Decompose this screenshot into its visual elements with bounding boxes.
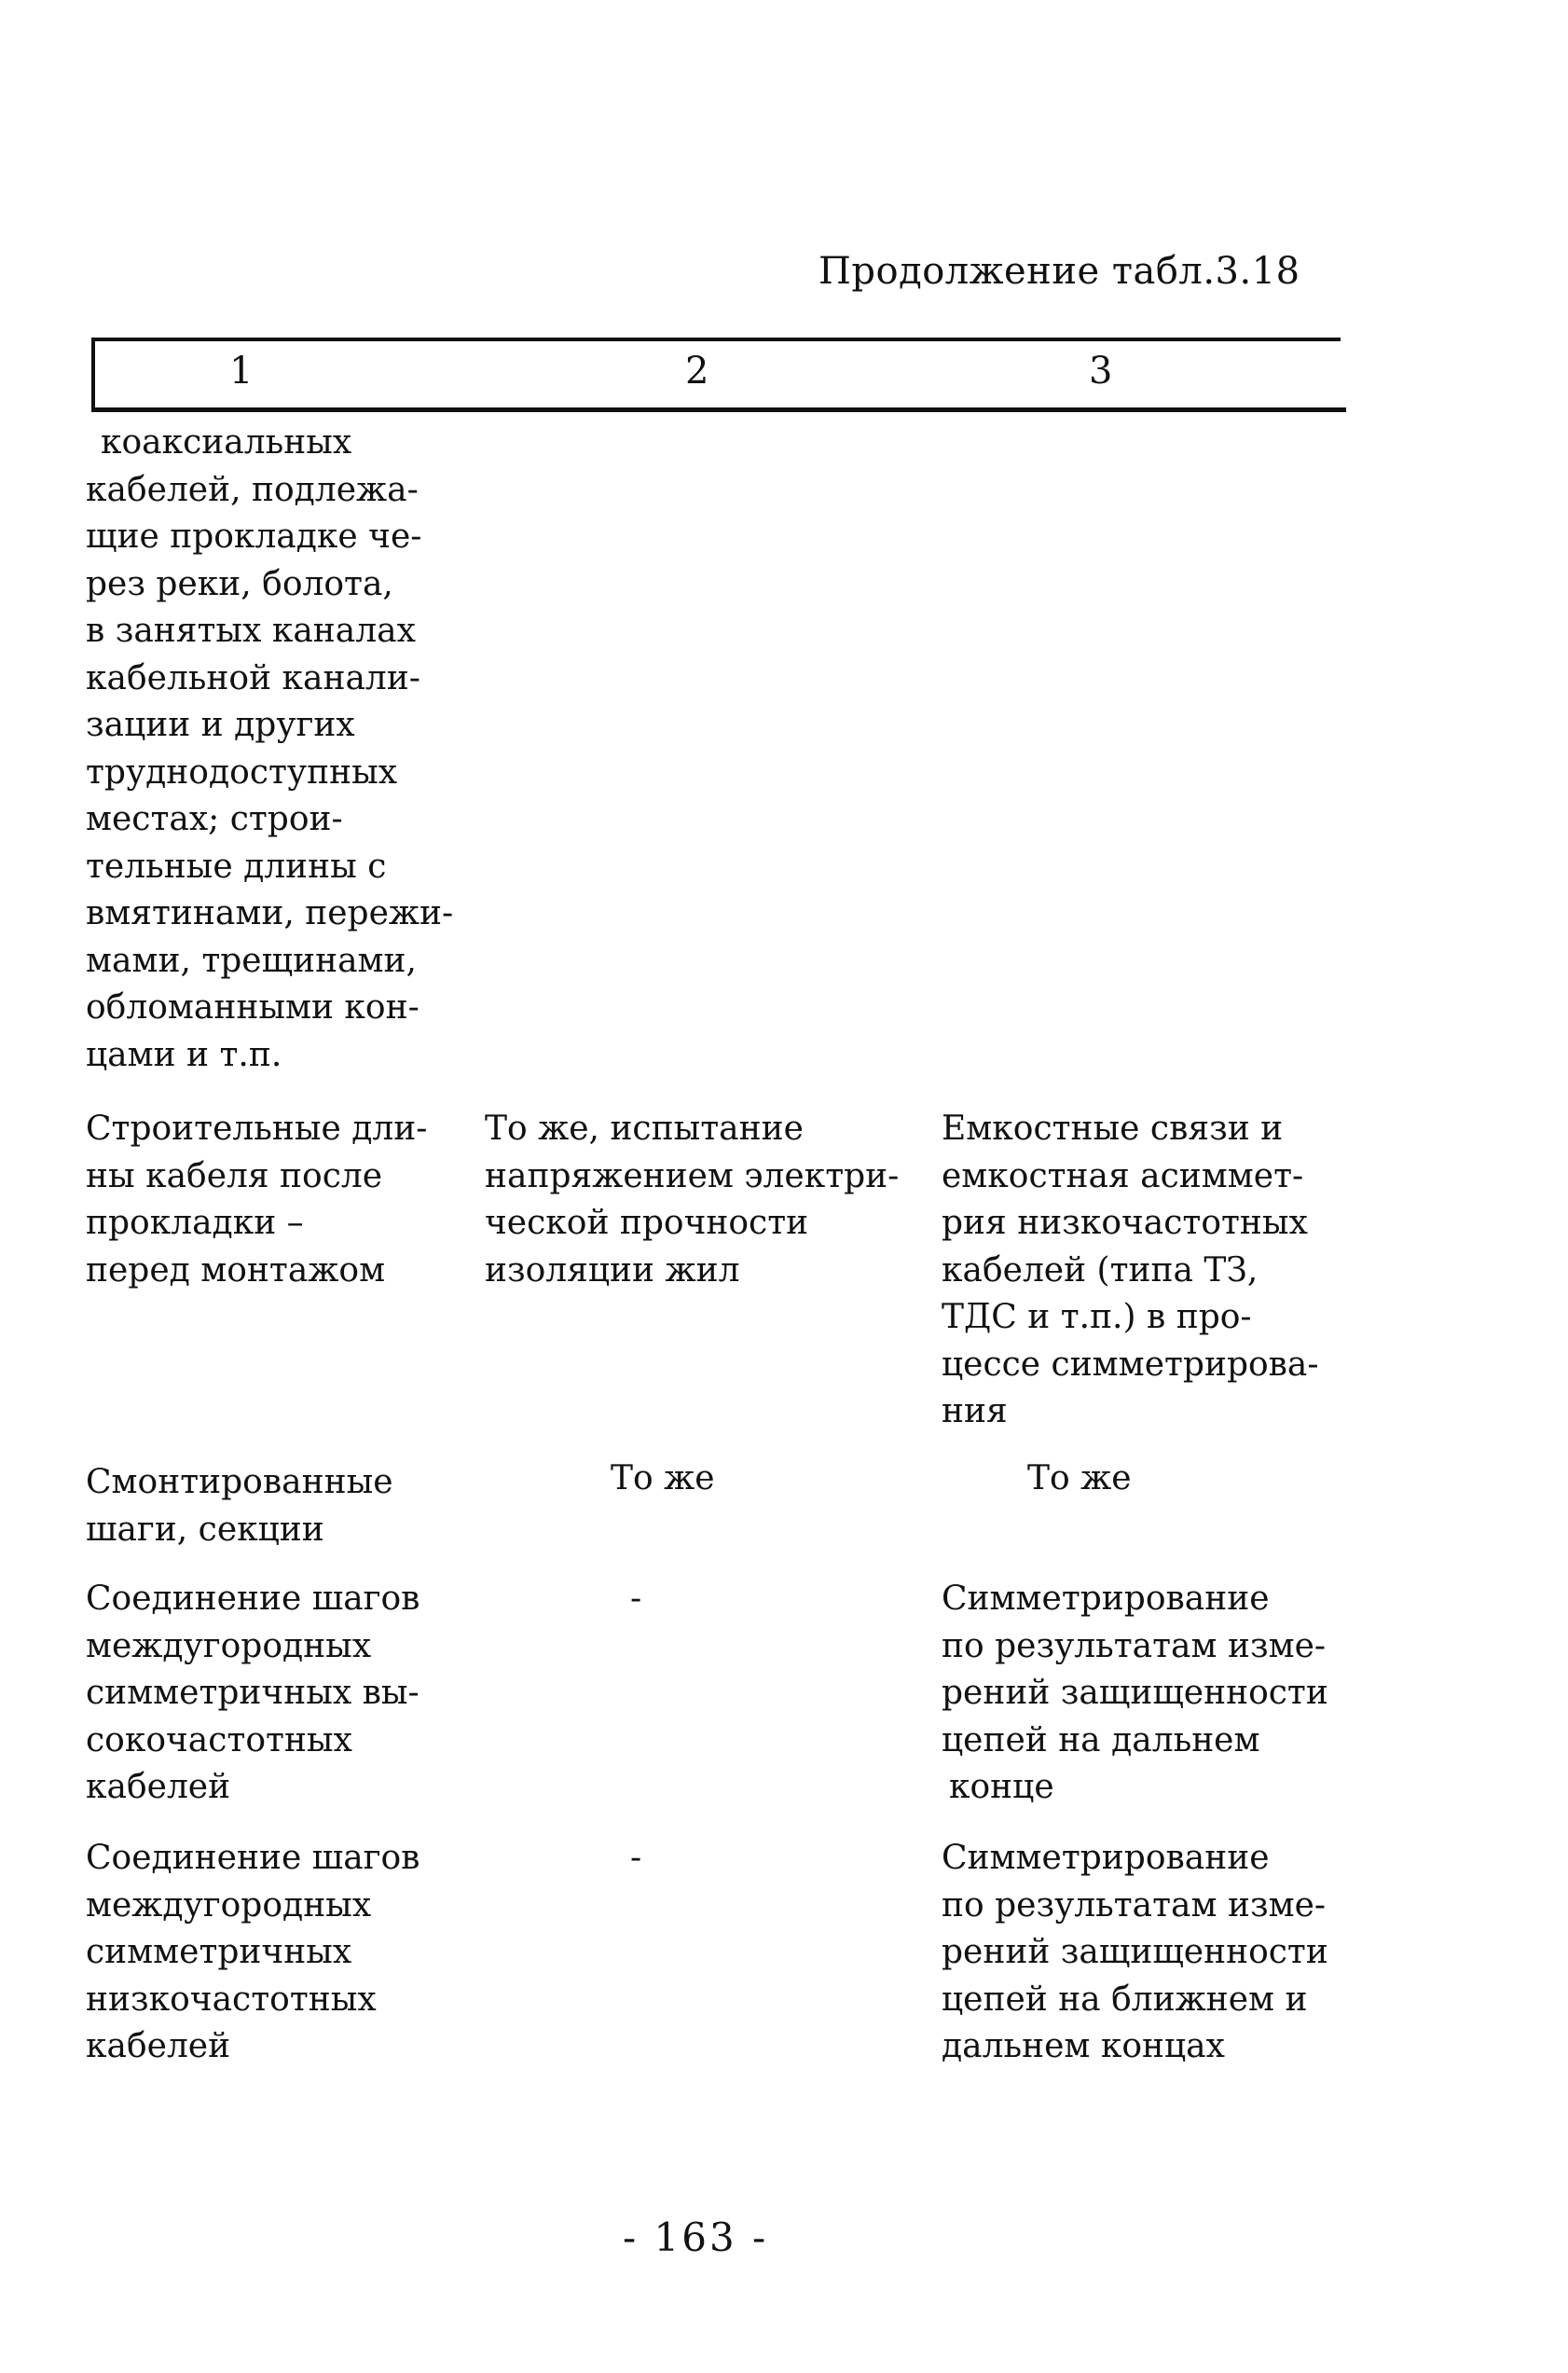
column-header-3: 3 xyxy=(1089,350,1113,393)
column-header-2: 2 xyxy=(685,350,709,393)
row-1-col-1: коаксиальных кабелей, подлежа- щие прокладке че- рез реки, болота, в занятых каналах кабельной канали- зации и других труднодоступных местах; строи- тельные длины с вмятинами, пережи- мами, трещинами, обломанными кон- цами и т.п. xyxy=(86,423,454,1074)
row-4-col-2: - xyxy=(630,1580,642,1618)
table-header-left-rule xyxy=(91,338,95,412)
table-header-bottom-rule xyxy=(91,407,1346,412)
row-5-col-2: - xyxy=(630,1839,642,1877)
table-caption: Продолжение табл.3.18 xyxy=(818,250,1300,293)
row-3-col-1: Смонтированные шаги, секции xyxy=(86,1463,393,1549)
row-3-col-3: То же xyxy=(1027,1459,1132,1497)
row-4-col-3: Симметрирование по результатам изме- рений защищенности цепей на дальнем конце xyxy=(942,1580,1328,1806)
row-2-col-2: То же, испытание напряжением электри- ческой прочности изоляции жил xyxy=(485,1110,900,1290)
row-5-col-1: Соединение шагов междугородных симметричных низкочастотных кабелей xyxy=(86,1839,420,2065)
row-2-col-3: Емкостные связи и емкостная асиммет- рия низкочастотных кабелей (типа ТЗ, ТДС и т.п.) в про- цессе симметрирова- ния xyxy=(942,1110,1319,1430)
row-2-col-1: Строительные дли- ны кабеля после прокладки – перед монтажом xyxy=(86,1110,428,1290)
column-header-1: 1 xyxy=(229,350,254,393)
row-3-col-2: То же xyxy=(611,1459,715,1497)
page-number: - 163 - xyxy=(623,2214,769,2260)
row-4-col-1: Соединение шагов междугородных симметричных вы- сокочастотных кабелей xyxy=(86,1580,420,1806)
table-top-rule xyxy=(91,338,1341,341)
row-5-col-3: Симметрирование по результатам изме- рений защищенности цепей на ближнем и дальнем концах xyxy=(942,1839,1328,2065)
